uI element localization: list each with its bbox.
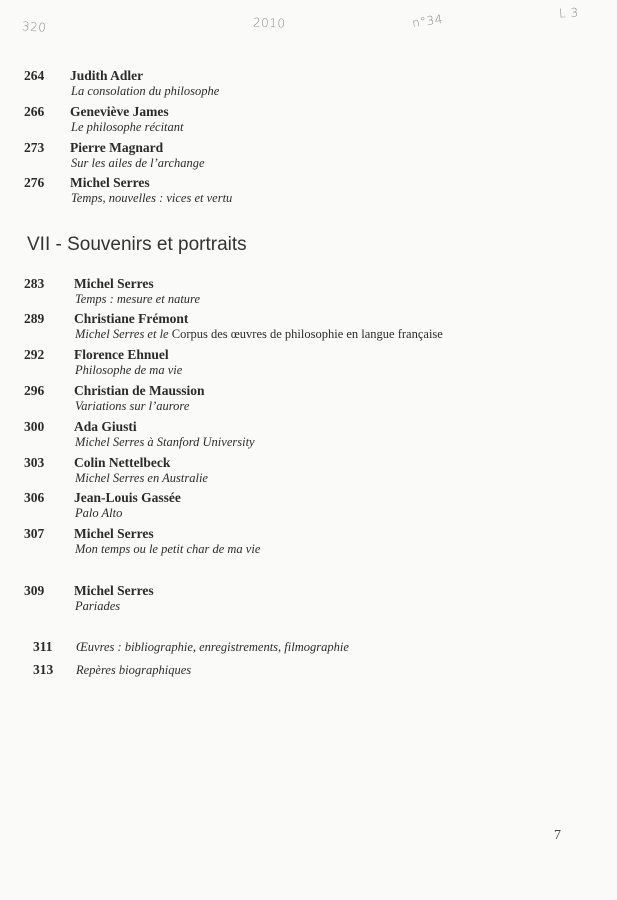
- toc-page-number: 313: [33, 662, 54, 677]
- toc-author: Colin Nettelbeck: [74, 455, 171, 470]
- toc-title-italic: Michel Serres et le: [75, 327, 169, 341]
- toc-title: [75, 327, 443, 342]
- toc-title: Michel Serres en Australie: [75, 471, 208, 485]
- toc-page-number: 266: [24, 104, 45, 119]
- toc-author: Christian de Maussion: [74, 383, 205, 398]
- toc-page-number: 296: [24, 383, 45, 398]
- toc-author: Jean-Louis Gassée: [74, 490, 181, 505]
- toc-title: La consolation du philosophe: [71, 84, 220, 98]
- toc-page-number: 273: [24, 140, 45, 155]
- toc-author: Ada Giusti: [74, 419, 137, 434]
- toc-author: Christiane Frémont: [74, 311, 189, 326]
- toc-page-number: 276: [24, 175, 45, 190]
- toc-title-upright: Corpus des œuvres de philosophie en langue française: [168, 327, 443, 341]
- toc-title: Michel Serres à Stanford University: [75, 435, 255, 449]
- pencil-annotation: 2010: [252, 15, 286, 31]
- toc-title: Philosophe de ma vie: [75, 363, 183, 377]
- section-heading: VII - Souvenirs et portraits: [27, 234, 247, 255]
- pencil-annotation: L 3: [558, 5, 579, 21]
- toc-title: Temps, nouvelles : vices et vertu: [71, 191, 233, 205]
- toc-title: Variations sur l’aurore: [75, 399, 190, 413]
- toc-page-number: 309: [24, 583, 45, 598]
- toc-author: Michel Serres: [70, 175, 150, 190]
- toc-author: Michel Serres: [74, 526, 154, 541]
- toc-page-number: 307: [24, 526, 45, 541]
- toc-author: Pierre Magnard: [70, 140, 164, 155]
- toc-author: Michel Serres: [74, 583, 154, 598]
- toc-author: Florence Ehnuel: [74, 347, 169, 362]
- toc-page-number: 306: [24, 490, 45, 505]
- toc-title: Repères biographiques: [76, 663, 192, 677]
- toc-title: Temps : mesure et nature: [75, 292, 200, 306]
- page-number: 7: [554, 828, 561, 843]
- toc-title: Pariades: [75, 599, 121, 613]
- toc-title: Palo Alto: [75, 506, 123, 520]
- toc-page-number: 289: [24, 311, 45, 326]
- toc-page-number: 311: [33, 639, 53, 654]
- toc-page-number: 300: [24, 419, 45, 434]
- toc-title: Sur les ailes de l’archange: [71, 156, 205, 170]
- toc-title: Le philosophe récitant: [71, 120, 184, 134]
- toc-page-number: 283: [24, 276, 45, 291]
- toc-title: Mon temps ou le petit char de ma vie: [75, 542, 261, 556]
- pencil-annotation: n°34: [411, 11, 444, 31]
- toc-page-number: 292: [24, 347, 45, 362]
- toc-title: Œuvres : bibliographie, enregistrements, filmographie: [76, 640, 349, 654]
- toc-author: Michel Serres: [74, 276, 154, 291]
- toc-author: Judith Adler: [70, 68, 144, 83]
- toc-page-number: 264: [24, 68, 45, 83]
- toc-author: Geneviève James: [70, 104, 169, 119]
- pencil-annotation: 320: [21, 19, 47, 35]
- toc-page-number: 303: [24, 455, 45, 470]
